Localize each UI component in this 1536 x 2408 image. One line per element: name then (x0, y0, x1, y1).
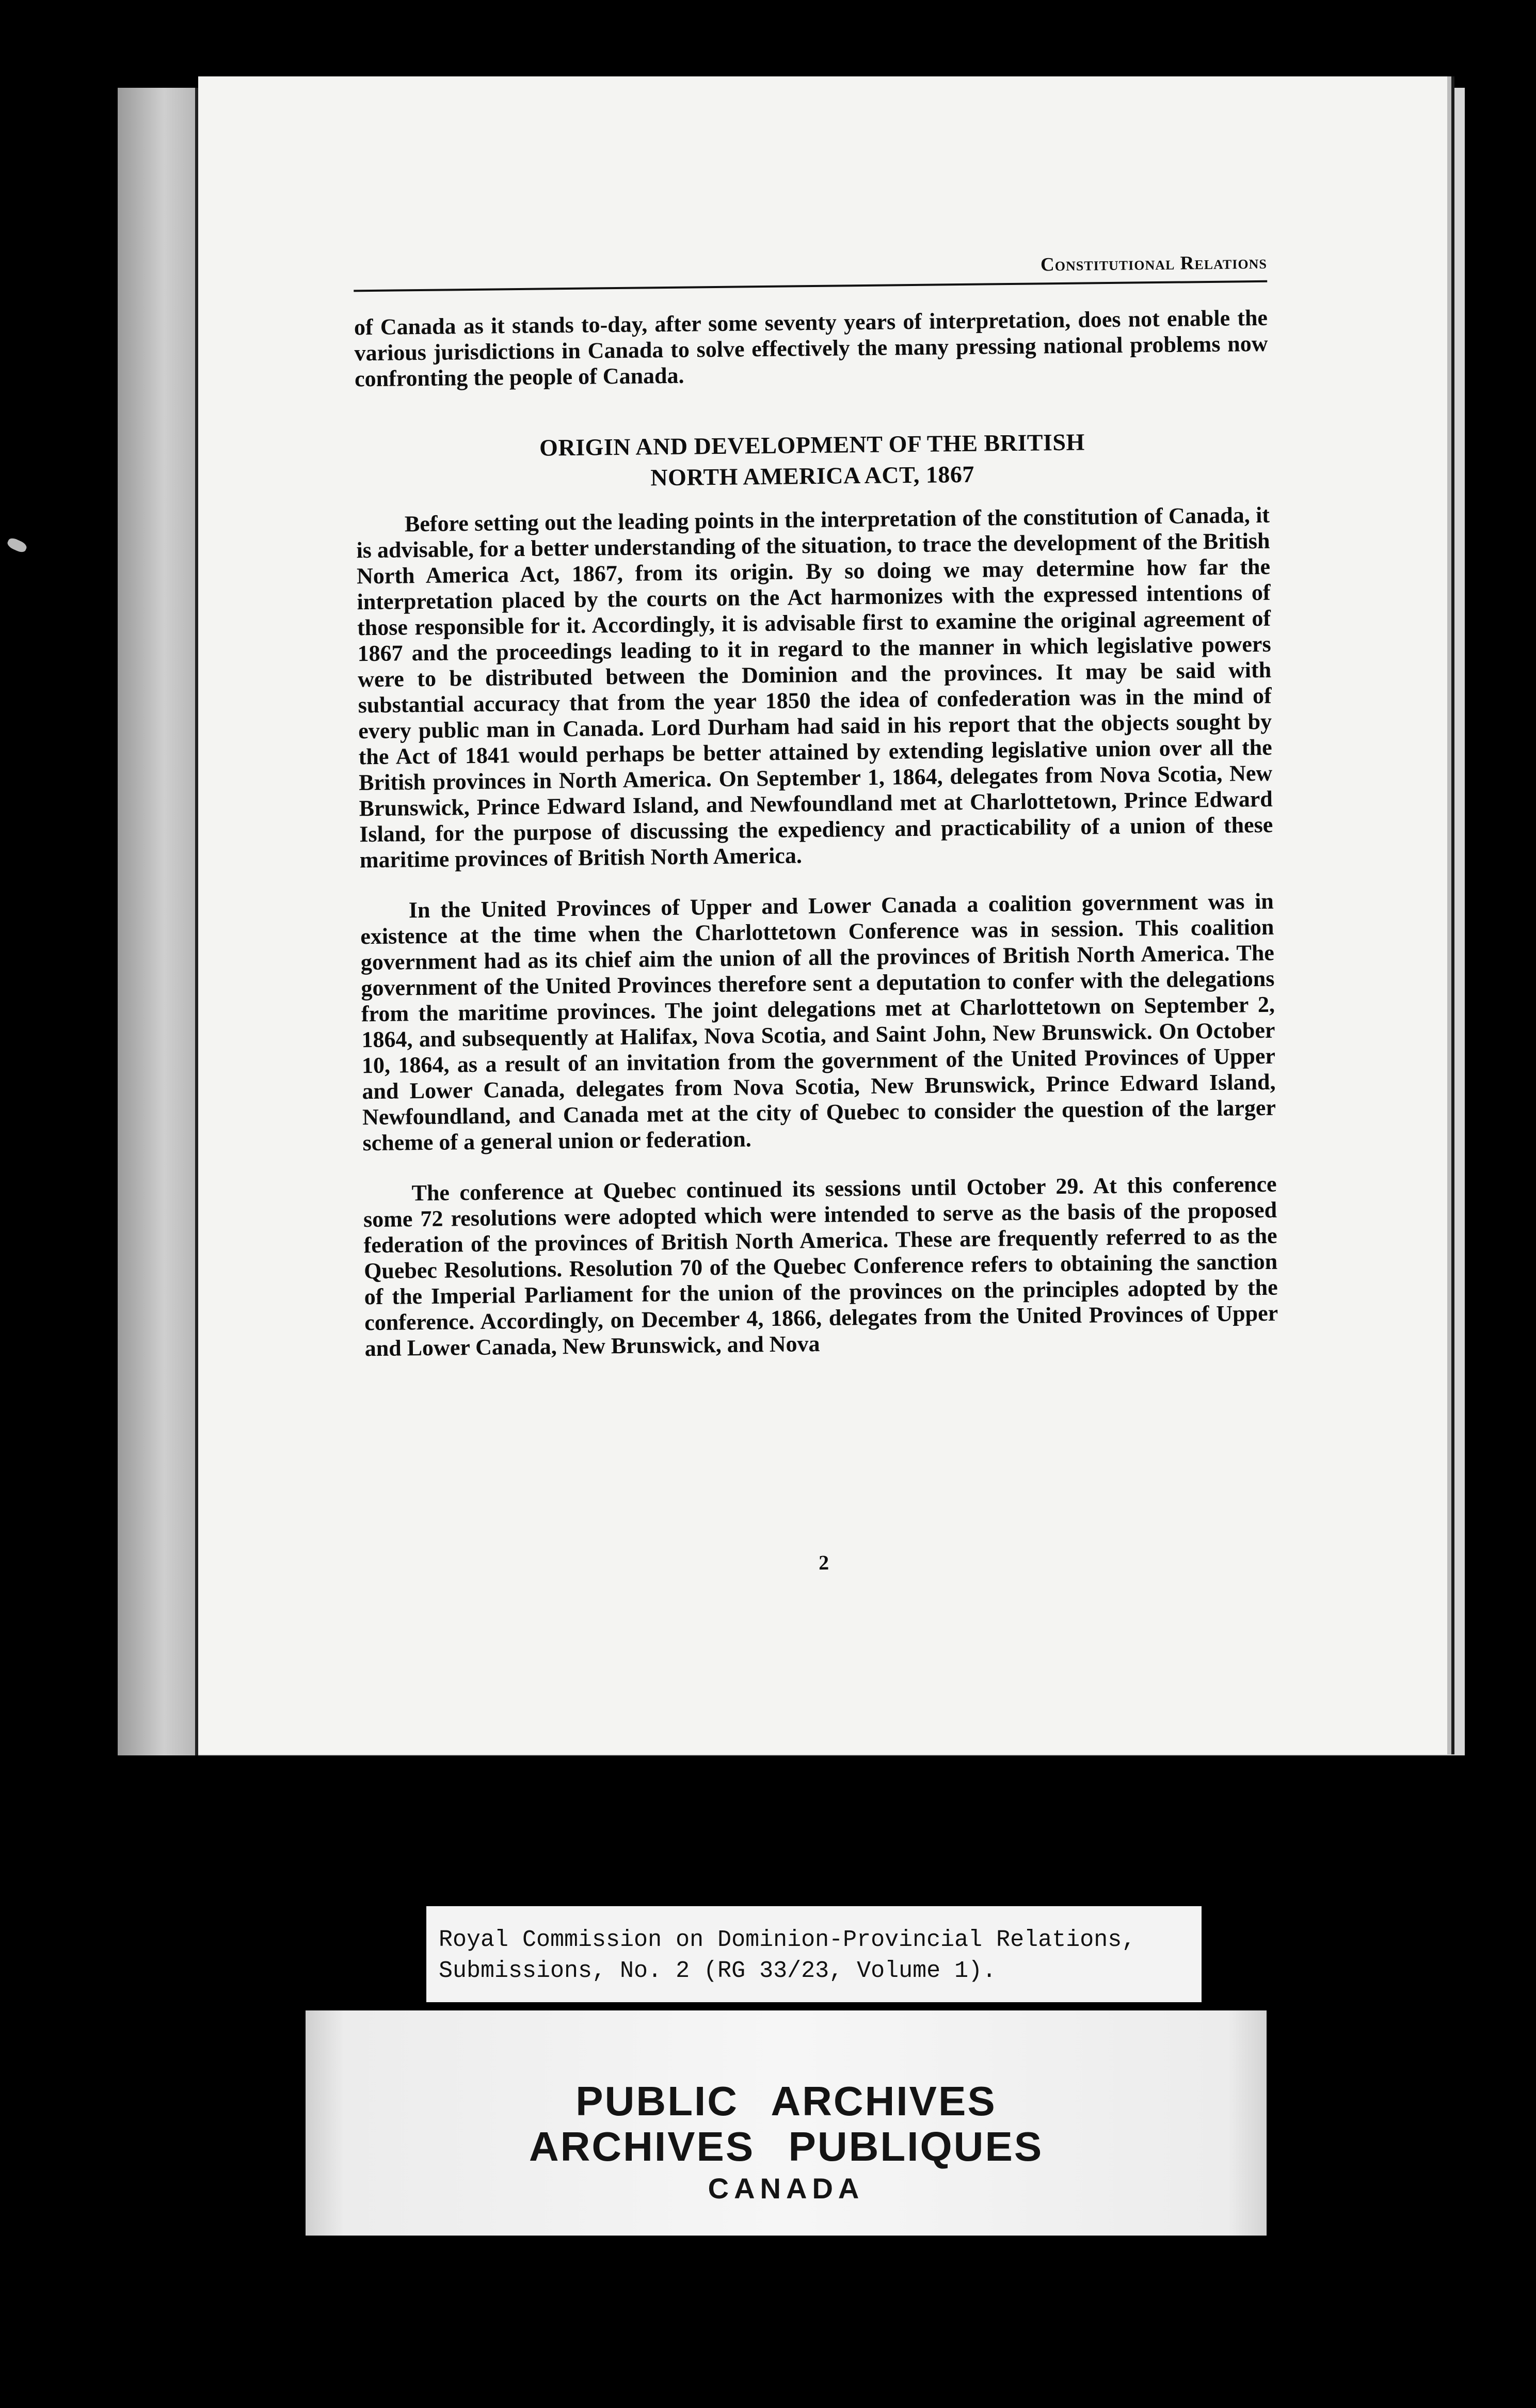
document-page (198, 76, 1447, 1754)
stamp-line-2: ARCHIVES PUBLIQUES (529, 2124, 1044, 2169)
archive-label (426, 1906, 1202, 2002)
page-number: 2 (818, 1550, 829, 1575)
stamp-line-1: PUBLIC ARCHIVES (575, 2078, 997, 2124)
stamp-line-3: CANADA (708, 2172, 865, 2205)
running-head: Constitutional Relations (1040, 251, 1268, 276)
section-heading (355, 425, 1269, 497)
heading-line-2: NORTH AMERICA ACT, 1867 (650, 461, 975, 491)
body-text (354, 305, 1278, 1361)
page-binding (118, 88, 198, 1755)
opening-paragraph: of Canada as it stands to-day, after some seventy years of interpretation, does not enable the various jurisdictions in Canada to solve effectively the many pressing national problems now confronting the people of Canada. (354, 305, 1268, 392)
heading-line-1: ORIGIN AND DEVELOPMENT OF THE BRITISH (539, 429, 1085, 461)
label-line-1: Royal Commission on Dominion-Provincial Relations, (439, 1927, 1136, 1953)
page-content (351, 72, 1283, 1759)
paragraph-2: In the United Provinces of Upper and Lower Canada a coalition government was in existence at the time when the Charlottetown Conference was in session. This coalition government had as its chief aim the union of all the provinces of British North America. The government of the United Provinces therefore sent a deputation to confer with the delegations from the maritime provinces. The joint delegations met at Charlottetown on September 2, 1864, and subsequently at Halifax, Nova Scotia, and Saint John, New Brunswick. On October 10, 1864, as a result of an invitation from the government of the United Provinces of Upper and Lower Canada, delegates from Nova Scotia, New Brunswick, Prince Edward Island, Newfoundland, and Canada met at the city of Quebec to consider the question of the larger scheme of a general union or federation. (360, 888, 1276, 1156)
archives-stamp (306, 2010, 1267, 2236)
paragraph-3: The conference at Quebec continued its sessions until October 29. At this conference some 72 resolutions were adopted which were intended to serve as the basis of the proposed federation of the provinces of British North America. These are frequently referred to as the Quebec Resolutions. Resolution 70 of the Quebec Conference refers to obtaining the sanction of the Imperial Parliament for the union of the provinces on the principles adopted by the conference. Accordingly, on December 4, 1866, delegates from the United Provinces of Upper and Lower Canada, New Brunswick, and Nova (363, 1171, 1278, 1361)
paragraph-1: Before setting out the leading points in the interpretation of the constitution of Canada, it is advisable, for a better understanding of the situation, to trace the development of the British North America Act, 1867, from its origin. By so doing we may determine how far the interpretation placed by the courts on the Act harmonizes with the expressed intentions of those responsible for it. Accordingly, it is advisable first to examine the original agreement of 1867 and the proceedings leading to it in regard to the manner in which legislative powers were to be distributed between the Dominion and the provinces. It may be said with substantial accuracy that from the year 1850 the idea of confederation was in the mind of every public man in Canada. Lord Durham had said in his report that the objects sought by the Act of 1841 would perhaps be better attained by extending legislative union over all the British provinces in North America. On September 1, 1864, delegates from Nova Scotia, New Brunswick, Prince Edward Island, and Newfoundland met at Charlottetown, Prince Edward Island, for the purpose of discussing the expediency and practicability of a union of these maritime provinces of British North America. (356, 502, 1273, 873)
scan-speck (6, 536, 28, 554)
header-rule (354, 280, 1267, 292)
label-line-2: Submissions, No. 2 (RG 33/23, Volume 1). (439, 1958, 997, 1984)
